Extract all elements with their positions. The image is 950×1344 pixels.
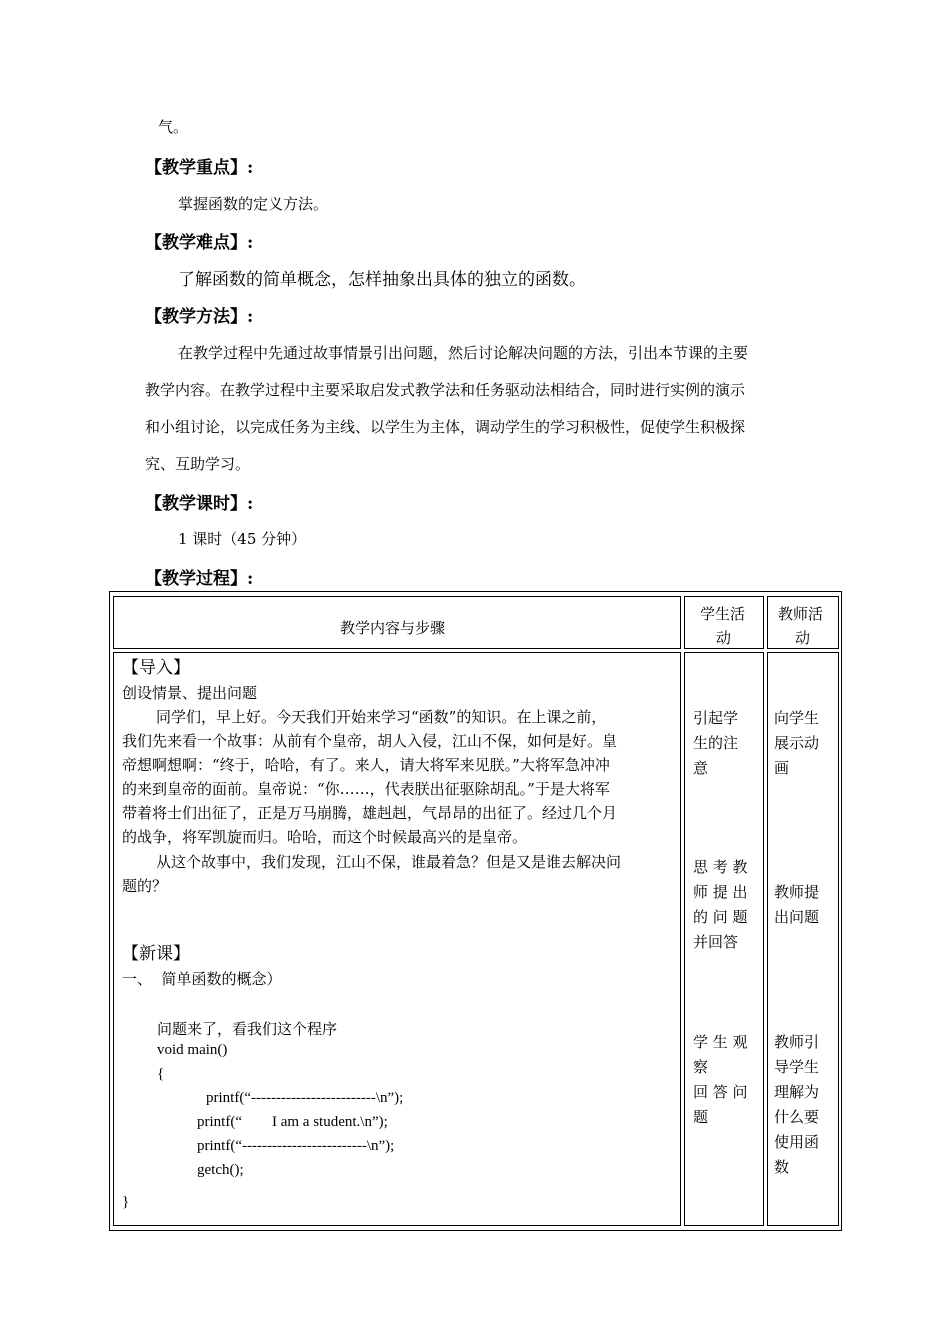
heading-key-points: 【教学重点】: [145, 158, 254, 178]
heading-difficulties: 【教学难点】: [145, 233, 254, 253]
code-line: { [157, 1066, 165, 1082]
methods-line: 教学内容。在教学过程中主要采取启发式教学法和任务驱动法相结合，同时进行实例的演示 [145, 381, 746, 399]
code-line: printf(“-------------------------\n”); [197, 1138, 395, 1154]
student-activity-line: 的 问 题 [693, 908, 748, 926]
methods-line: 究、互助学习。 [145, 455, 251, 473]
student-activity-line: 回 答 问 [693, 1083, 748, 1101]
teacher-activity-line: 什么要 [774, 1108, 820, 1126]
story-line: 帝想啊想啊：“终于，哈哈，有了。来人，请大将军来见朕。”大将军急冲冲 [122, 756, 610, 774]
teacher-activity-line: 理解为 [774, 1083, 820, 1101]
teacher-activity-cell [767, 652, 839, 1226]
heading-methods: 【教学方法】: [145, 307, 254, 327]
student-activity-line: 师 提 出 [693, 883, 748, 901]
header-teacher-line: 教师活 [778, 605, 824, 623]
code-line: getch(); [197, 1162, 244, 1178]
key-points-content: 掌握函数的定义方法。 [178, 195, 329, 213]
code-line: printf(“ I am a student.\n”); [197, 1114, 388, 1130]
methods-line: 和小组讨论，以完成任务为主线、以学生为主体，调动学生的学习积极性，促使学生积极探 [145, 418, 746, 436]
student-activity-line: 题 [693, 1108, 709, 1126]
header-cell-student [684, 596, 764, 649]
story-line: 的来到皇帝的面前。皇帝说：“你……，代表朕出征驱除胡乱。”于是大将军 [122, 780, 610, 798]
hours-content: 1 课时（45 分钟） [178, 530, 307, 548]
student-activity-cell [684, 652, 764, 1226]
new-lesson-heading: 【新课】 [122, 944, 190, 964]
heading-hours: 【教学课时】: [145, 494, 254, 514]
header-cell-content [113, 596, 681, 649]
header-teacher-line: 动 [795, 629, 811, 647]
difficulties-content: 了解函数的简单概念，怎样抽象出具体的独立的函数。 [178, 270, 586, 290]
content-cell [113, 652, 681, 1226]
teacher-activity-line: 向学生 [774, 709, 820, 727]
new-lesson-item: 一、 简单函数的概念） [122, 970, 282, 988]
student-activity-line: 思 考 教 [693, 858, 748, 876]
story-line: 我们先来看一个故事：从前有个皇帝，胡人入侵，江山不保，如何是好。皇 [122, 732, 618, 750]
heading-process: 【教学过程】: [145, 569, 254, 589]
methods-line: 在教学过程中先通过故事情景引出问题，然后讨论解决问题的方法，引出本节课的主要 [178, 344, 749, 362]
header-student-line: 学生活 [700, 605, 746, 623]
teacher-activity-line: 教师引 [774, 1033, 820, 1051]
story-line: 同学们，早上好。今天我们开始来学习“函数”的知识。在上课之前， [156, 708, 607, 726]
teacher-activity-line: 教师提 [774, 883, 820, 901]
header-content-steps: 教学内容与步骤 [340, 619, 446, 637]
code-line: printf(“-------------------------\n”); [206, 1090, 404, 1106]
story-line: 带着将士们出征了，正是万马崩腾，雄赳赳，气昂昂的出征了。经过几个月 [122, 804, 618, 822]
intro-heading: 【导入】 [122, 658, 190, 678]
code-line: } [122, 1194, 130, 1210]
teacher-activity-line: 使用函 [774, 1133, 820, 1151]
teacher-activity-line: 展示动 [774, 734, 820, 752]
question-line: 从这个故事中，我们发现，江山不保，谁最着急？但是又是谁去解决问 [156, 853, 622, 871]
teacher-activity-line: 画 [774, 759, 790, 777]
question-line: 题的？ [122, 877, 168, 895]
code-line: void main() [157, 1042, 228, 1058]
teacher-activity-line: 出问题 [774, 908, 820, 926]
student-activity-line: 生的注 [693, 734, 739, 752]
header-cell-teacher [767, 596, 839, 649]
student-activity-line: 察 [693, 1058, 709, 1076]
student-activity-line: 引起学 [693, 709, 739, 727]
intro-subtitle: 创设情景、提出问题 [122, 684, 258, 702]
student-activity-line: 学 生 观 [693, 1033, 748, 1051]
header-student-line: 动 [716, 629, 732, 647]
student-activity-line: 并回答 [693, 933, 739, 951]
process-table [109, 591, 842, 1231]
top-fragment: 气。 [158, 118, 189, 136]
program-intro: 问题来了，看我们这个程序 [157, 1020, 338, 1038]
story-line: 的战争，将军凯旋而归。哈哈，而这个时候最高兴的是皇帝。 [122, 828, 528, 846]
student-activity-line: 意 [693, 759, 709, 777]
teacher-activity-line: 导学生 [774, 1058, 820, 1076]
teacher-activity-line: 数 [774, 1158, 790, 1176]
